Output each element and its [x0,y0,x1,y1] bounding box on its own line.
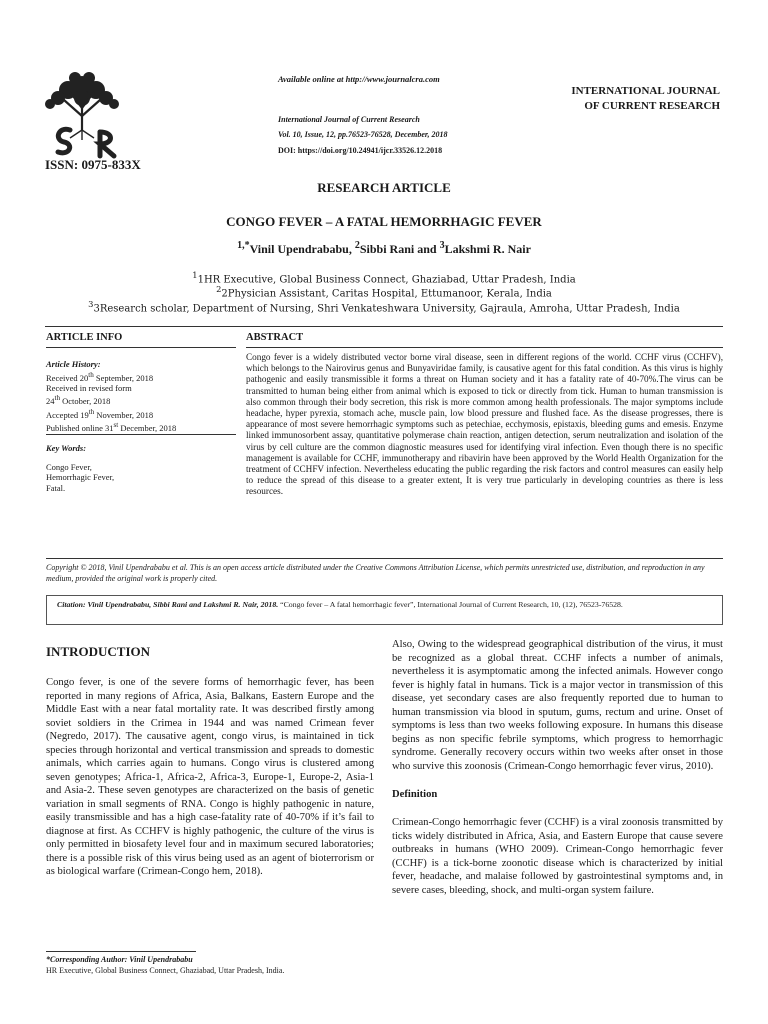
journal-masthead [530,84,720,114]
body-paragraph: Also, Owing to the widespread geographical distribution of the virus, it must be recognized as a global threat. CCHF infects a number of animals, nevertheless it is asymptomatic among the infected animals. However congo fever is highly fatal in humans. Tick is a major vector in transmission of this disease, yet secondary cases are also frequently reported due to human to human transmission via blood in sputum, gums, rectum and urine. Onset of symptoms is less than two weeks following exposure. In humans this disease begins as non specific febrile symptoms, which progress to hemorrhagic syndrome. Generally recovery occurs within two weeks after onset in those who survive this zoonosis (Crimean-Congo hemorrhagic fever virus, 2010). [392,639,723,772]
column-right [392,638,723,897]
article-history [46,359,236,433]
available-online: Available online at http://www.journalcra.com [278,74,440,84]
article-type: RESEARCH ARTICLE [317,180,451,195]
keyword: Fatal. [46,482,66,493]
keywords-label: Key Words: [46,443,87,453]
issn: ISSN: 0975-833X [45,157,141,172]
history-received: Received 20th September, 2018 [46,370,154,383]
divider-bottom [46,558,723,559]
history-published: Published online 31st December, 2018 [46,420,177,433]
masthead-line-2: OF CURRENT RESEARCH [584,100,720,112]
affiliation-3: $^3$3Research scholar, Department of Nursing, Shri Venkateshwara University, Gajraula, Amroha, Uttar Pradesh, India [88,299,680,315]
citation-label: Citation: Vinil Upendrababu, Sibbi Rani and Lakshmi R. Nair, 2018. [57,600,279,609]
article-title: CONGO FEVER – A FATAL HEMORRHAGIC FEVER [226,214,542,229]
keywords [46,443,236,493]
definition-heading: Definition [392,789,438,800]
volume-info: Vol. 10, Issue, 12, pp.76523-76528, December, 2018 [278,130,448,139]
copyright-notice: Copyright © 2018, Vinil Upendrababu et al. This is an open access article distributed under the Creative Commons Attribution License, which permits unrestricted use, distribution, and reproduction in any medium, provided the original work is properly cited. [46,563,705,583]
doi-link[interactable]: DOI: https://doi.org/10.24941/ijcr.33526.12.2018 [278,146,443,155]
footnote-rule [46,951,196,952]
info-rule [46,347,236,348]
history-accepted: Accepted 19th November, 2018 [46,407,154,420]
definition-paragraph: Crimean-Congo hemorrhagic fever (CCHF) is a viral zoonosis transmitted by ticks widely distributed in Africa, Asia, and Eastern Europe that cause severe outbreaks in humans (WHO 2009). Crimean-Congo hemorrhagic fever (CCHF) is a tick-borne zoonotic disease which is characterized by initial fever, headache, and malaise followed by gastrointestinal symptoms and, in severe cases, bleeding, shock, and multi-organ system failure. [392,817,723,896]
introduction-paragraph: Congo fever, is one of the severe forms of hemorrhagic fever, has been reported in many regions of Africa, Asia, Balkans, Eastern Europe and the Middle East with a near fatal mortality rate. It was described firstly among soviet soldiers in the Crimea in 1944 and was named Crimean fever (Negredo, 2017). The causative agent, congo virus, is maintained in tick species through horizontal and vertical transmission and spreads to domestic animals, which carries again to humans. Congo virus is clustered among seven genotypes; Africa-1, Africa-2, Africa-3, Europe-1, Europe-2, Asia-1 and Asia-2. These seven genotypes are characterized on the basis of genetic variation in small segments of RNA. Congo is highly pathogenic in nature, easily transmissible and has a high case-fatality rate of 40-70% if it’s fail to diagnose at first. As CCHFV is highly pathogenic, the culture of the virus is only permitted in biosafety level four and in maximum secured laboratories; there is a possible risk of this virus being used as an agent of bioterrorism or as biological warfare (Crimean-Congo hem, 2018). [46,677,374,877]
keyword: Hemorrhagic Fever, [46,472,115,482]
journal-logo [30,68,135,160]
citation-box [46,595,723,625]
author-list: $^{1,*}$Vinil Upendrababu, $^2$Sibbi Rani and $^3$Lakshmi R. Nair [237,240,531,256]
corresponding-author-footnote [46,954,376,976]
author-2: Sibbi Rani and [359,242,440,256]
keywords-rule [46,434,236,435]
footnote-label: *Corresponding Author: Vinil Upendrababu [46,955,193,964]
divider-top [45,326,723,327]
abstract-heading: ABSTRACT [246,332,304,343]
affiliation-2: $^2$2Physician Assistant, Caritas Hospital, Ettumanoor, Kerala, India [216,284,552,300]
journal-full-name: International Journal of Current Research [278,115,420,124]
keyword: Congo Fever, [46,461,92,472]
footnote-text: HR Executive, Global Business Connect, Ghaziabad, Uttar Pradesh, India. [46,966,285,975]
masthead-line-1: INTERNATIONAL JOURNAL [571,85,720,97]
affiliation-1: $^1$1HR Executive, Global Business Connect, Ghaziabad, Uttar Pradesh, India [192,270,576,286]
column-left [46,638,374,879]
author-1: Vinil Upendrababu, [249,242,355,256]
history-label: Article History: [46,359,101,369]
article-info-heading: ARTICLE INFO [46,332,123,343]
author-3: Lakshmi R. Nair [444,242,531,256]
history-revised-date: 24th October, 2018 [46,394,111,407]
abstract-rule [246,347,723,348]
history-revised: Received in revised form [46,382,132,393]
citation-text: “Congo fever – A fatal hemorrhagic fever”, International Journal of Current Research, 10, (12), 76523-76528. [280,600,623,609]
abstract-text: Congo fever is a widely distributed vector borne viral disease, seen in different regions of the world. CCHF virus (CCHFV), which belongs to the Nairovirus genus and Bunyaviridae family, is causative agent for this fatal condition. As this virus is highly pathogenic and easily transmissible it forms a threat on Human society and it has a fatality rate of 40-70%.The virus can be transmitted to human being either from animal which is exposed to tick or directly from tick. Human to human transmission is also common through their body secretion, this risk is more common among health professionals. The major symptoms include headache, hyper pyrexia, stomach ache, muscle pain, low blood pressure and flushed face. As the disease progresses, there is appearance of most severe hemorrhagic symptoms such as petechiae, ecchymosis, epistaxis, bleeding gums and emesis. Enzyme linked immunosorbent assay, quantitative polymerase chain reaction, antigen detection, serum neutralization and isolation of the virus by cell culture are the common diagnostic measures used for identifying viral infection. Even though there is no specific management is available for CCHF, immunotherapy and ribavirin have been approved by the World Health Organization for the treatment of CCHFV infection. Nevertheless educating the public regarding the risk factors and control measures can easily help to reduce the spread of this disease to a greater extent, It is very true particularly in developing countries as there is less resources. [246,352,723,497]
introduction-heading: INTRODUCTION [46,644,151,659]
